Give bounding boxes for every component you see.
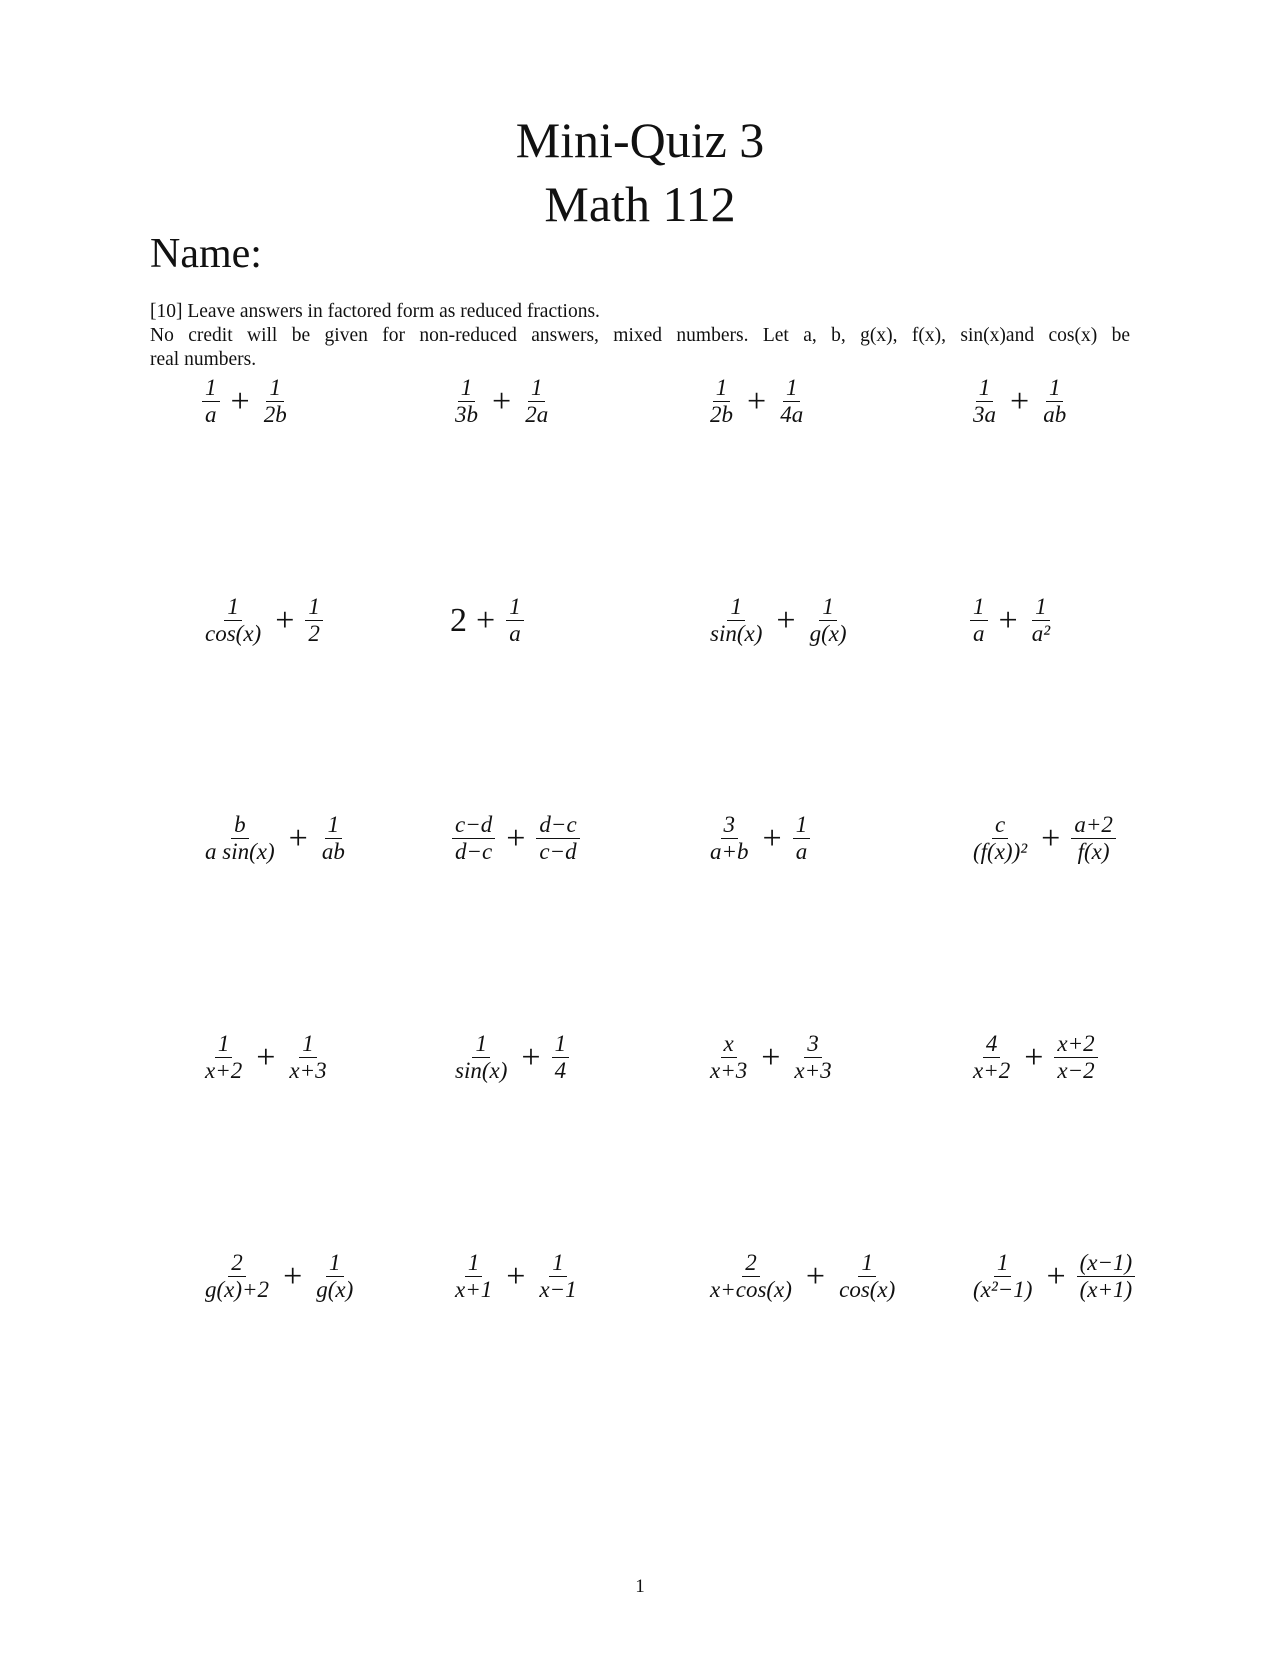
fraction (707, 1031, 750, 1084)
instructions-line-3: real numbers. (150, 349, 257, 370)
fraction-denominator: 3a (973, 402, 996, 427)
fraction-numerator: 1 (549, 1250, 567, 1277)
fraction (793, 812, 811, 865)
problem (968, 375, 1071, 428)
fraction (1077, 1250, 1136, 1303)
plus-sign: + (1024, 1038, 1044, 1076)
problem (450, 1250, 582, 1303)
fraction-denominator: x+2 (973, 1058, 1011, 1083)
fraction (970, 594, 988, 647)
problem (705, 375, 808, 428)
fraction-denominator: g(x) (316, 1277, 354, 1302)
fraction (836, 1250, 898, 1303)
plus-sign: + (288, 819, 308, 857)
fraction (305, 594, 323, 647)
fraction-numerator: 1 (266, 375, 284, 402)
fraction (202, 594, 264, 647)
fraction-numerator: 1 (458, 375, 476, 402)
fraction-numerator: 1 (1046, 375, 1064, 402)
plus-sign: + (506, 819, 526, 857)
plus-sign: + (506, 1257, 526, 1295)
fraction-numerator: 1 (326, 1250, 344, 1277)
fraction-denominator: sin(x) (455, 1058, 508, 1083)
plus-sign: + (275, 601, 295, 639)
problem (450, 812, 582, 865)
problem (705, 594, 852, 647)
fraction-numerator: x (721, 1031, 737, 1058)
page-number: 1 (635, 1576, 645, 1597)
fraction-numerator: 1 (528, 375, 546, 402)
fraction (970, 1250, 1035, 1303)
fraction-denominator: x−1 (539, 1277, 577, 1302)
problem (968, 594, 1055, 647)
plus-sign: + (1041, 819, 1061, 857)
problem (200, 1250, 358, 1303)
fraction (1054, 1031, 1097, 1084)
fraction (313, 1250, 356, 1303)
fraction (506, 594, 524, 647)
fraction-numerator: 1 (976, 375, 994, 402)
fraction-numerator: 1 (970, 594, 988, 621)
plus-sign: + (492, 382, 512, 420)
fraction-numerator: a+2 (1071, 812, 1116, 839)
fraction (970, 1031, 1013, 1084)
fraction-denominator: c−d (539, 839, 577, 864)
fraction (452, 1031, 510, 1084)
fraction-denominator: 2b (710, 402, 733, 427)
fraction-denominator: 4a (780, 402, 804, 427)
plus-sign: + (1010, 382, 1030, 420)
fraction-numerator: c (992, 812, 1008, 839)
fraction (552, 1031, 570, 1084)
fraction-numerator: b (231, 812, 249, 839)
fraction-denominator: x+cos(x) (710, 1277, 792, 1302)
fraction-numerator: 2 (742, 1250, 760, 1277)
plus-sign: + (805, 1257, 826, 1295)
fraction-denominator: a (973, 621, 985, 646)
fraction (202, 375, 220, 428)
fraction-numerator: 1 (819, 594, 837, 621)
fraction-denominator: ab (1043, 402, 1067, 427)
fraction-numerator: 1 (465, 1250, 483, 1277)
fraction-denominator: x−2 (1057, 1058, 1095, 1083)
problem (968, 1031, 1100, 1084)
plus-sign: + (998, 601, 1018, 639)
problem (450, 594, 526, 647)
fraction-numerator: 1 (994, 1250, 1012, 1277)
fraction (707, 1250, 795, 1303)
fraction-denominator: (f(x))² (973, 839, 1028, 864)
fraction-numerator: 1 (727, 594, 745, 621)
fraction (777, 375, 806, 428)
whole-number: 2 (450, 601, 467, 639)
plus-sign: + (761, 1038, 781, 1076)
fraction-numerator: 1 (858, 1250, 876, 1277)
fraction-numerator: 1 (202, 375, 220, 402)
fraction-numerator: 4 (983, 1031, 1001, 1058)
fraction (1071, 812, 1116, 865)
fraction (202, 1250, 272, 1303)
fraction-denominator: cos(x) (839, 1277, 896, 1302)
fraction-numerator: c−d (452, 812, 495, 839)
fraction (791, 1031, 834, 1084)
fraction-numerator: (x−1) (1077, 1250, 1136, 1277)
fraction-numerator: 1 (299, 1031, 317, 1058)
fraction (807, 594, 850, 647)
fraction-denominator: a (509, 621, 521, 646)
fraction-numerator: 1 (506, 594, 524, 621)
problem (968, 1250, 1137, 1303)
fraction (522, 375, 551, 428)
fraction-denominator: a (795, 839, 808, 864)
fraction-numerator: 3 (804, 1031, 822, 1058)
fraction (1029, 594, 1053, 647)
fraction-denominator: 2b (263, 402, 287, 427)
plus-sign: + (776, 601, 796, 639)
plus-sign: + (476, 601, 496, 639)
fraction-denominator: x+2 (205, 1058, 243, 1083)
fraction-denominator: cos(x) (205, 621, 262, 646)
fraction-denominator: a sin(x) (205, 839, 275, 864)
fraction-numerator: 1 (305, 594, 323, 621)
fraction (536, 1250, 579, 1303)
fraction-denominator: sin(x) (710, 621, 763, 646)
fraction-denominator: (x+1) (1079, 1277, 1133, 1302)
fraction (202, 812, 278, 865)
fraction-denominator: 2a (525, 402, 549, 427)
fraction-numerator: 1 (793, 812, 811, 839)
fraction-numerator: 1 (224, 594, 242, 621)
fraction-denominator: a+b (710, 839, 749, 864)
problem (200, 1031, 332, 1084)
fraction (970, 812, 1030, 865)
plus-sign: + (283, 1257, 303, 1295)
fraction-numerator: 1 (713, 375, 731, 402)
fraction-denominator: x+3 (710, 1058, 748, 1083)
fraction-denominator: x+3 (289, 1058, 327, 1083)
title-line-quiz: Mini-Quiz 3 (515, 112, 765, 168)
fraction (536, 812, 579, 865)
fraction (970, 375, 999, 428)
fraction-denominator: (x²−1) (973, 1277, 1033, 1302)
fraction (707, 594, 765, 647)
fraction-denominator: f(x) (1077, 839, 1110, 864)
problem (200, 812, 350, 865)
fraction (202, 1031, 245, 1084)
plus-sign: + (762, 819, 782, 857)
title-line-course: Math 112 (544, 176, 736, 232)
problem (450, 375, 553, 428)
instructions-line-2: No credit will be given for non-reduced answers, mixed numbers. Let a, b, g(x), f(x), sin(x)and cos(x) be (150, 325, 1130, 346)
fraction-numerator: 1 (325, 812, 343, 839)
fraction-denominator: d−c (455, 839, 493, 864)
fraction (707, 812, 752, 865)
instructions-line-1: [10] Leave answers in factored form as reduced fractions. (150, 301, 600, 322)
fraction-numerator: 1 (1032, 594, 1050, 621)
problem (200, 375, 292, 428)
name-label: Name: (150, 231, 262, 277)
fraction-numerator: 1 (472, 1031, 490, 1058)
fraction-denominator: x+3 (794, 1058, 832, 1083)
problem (705, 1031, 837, 1084)
fraction (452, 375, 481, 428)
problem (200, 594, 325, 647)
fraction-denominator: g(x)+2 (205, 1277, 270, 1302)
fraction-numerator: 3 (721, 812, 739, 839)
fraction-numerator: 1 (783, 375, 801, 402)
fraction (261, 375, 290, 428)
problem (968, 812, 1118, 865)
fraction (707, 375, 736, 428)
fraction-denominator: 4 (554, 1058, 567, 1083)
fraction (452, 812, 495, 865)
fraction-denominator: x+1 (455, 1277, 493, 1302)
fraction-denominator: 3b (455, 402, 478, 427)
plus-sign: + (747, 382, 767, 420)
fraction-denominator: ab (321, 839, 345, 864)
plus-sign: + (521, 1038, 541, 1076)
problem (705, 812, 812, 865)
plus-sign: + (256, 1038, 276, 1076)
plus-sign: + (230, 382, 250, 420)
problem (450, 1031, 571, 1084)
plus-sign: + (1046, 1257, 1066, 1295)
fraction-denominator: a (205, 402, 217, 427)
fraction-numerator: x+2 (1054, 1031, 1097, 1058)
fraction (452, 1250, 495, 1303)
fraction-numerator: 1 (215, 1031, 233, 1058)
fraction-denominator: 2 (308, 621, 320, 646)
problem (705, 1250, 900, 1303)
fraction-numerator: 1 (552, 1031, 570, 1058)
fraction-numerator: 2 (228, 1250, 246, 1277)
fraction (286, 1031, 329, 1084)
fraction-numerator: d−c (536, 812, 579, 839)
fraction (319, 812, 348, 865)
fraction (1040, 375, 1069, 428)
fraction-denominator: a² (1031, 621, 1051, 646)
fraction-denominator: g(x) (809, 621, 847, 646)
